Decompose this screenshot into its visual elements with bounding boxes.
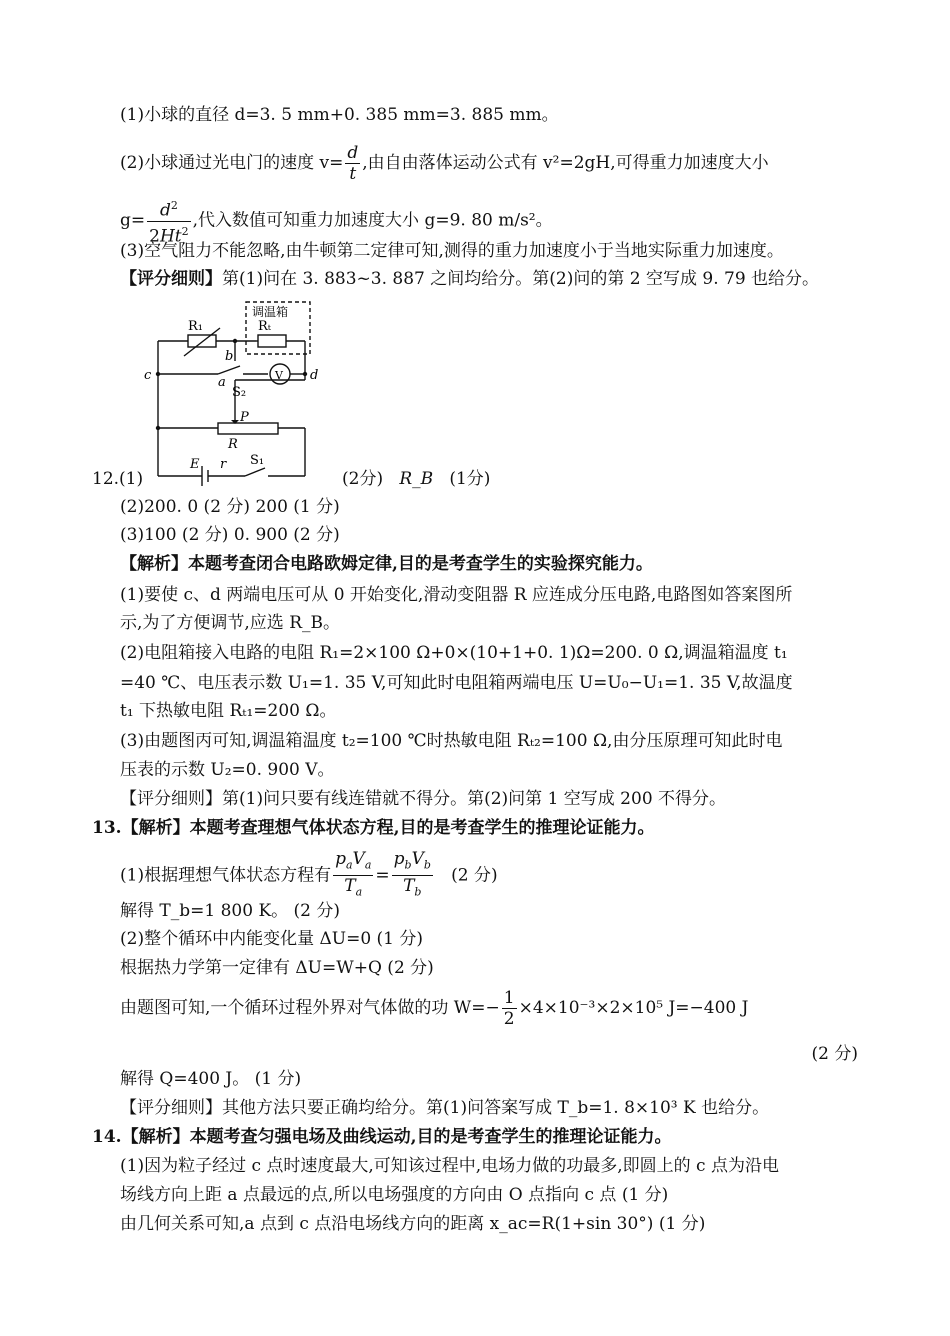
q12-exp-1: (1)要使 c、d 两端电压可从 0 开始变化,滑动变阻器 R 应连成分压电路,电路图如答案图所 xyxy=(120,585,793,605)
q13-line-3: (2)整个循环中内能变化量 ΔU=0 (1 分) xyxy=(120,929,424,949)
thermistor-rt xyxy=(258,335,286,347)
label-c: c xyxy=(144,368,152,383)
label-r1: R₁ xyxy=(188,319,203,334)
q14-line-2: 场线方向上距 a 点最远的点,所以电场强度的方向由 O 点指向 c 点 (1 分) xyxy=(120,1185,669,1205)
q13-line-5b: ×4×10⁻³×2×10⁵ J=−400 J xyxy=(518,998,749,1018)
q11-line-3 xyxy=(120,196,553,246)
switch-s2 xyxy=(218,366,240,374)
switch-s1 xyxy=(245,468,265,476)
q14-line-1: (1)因为粒子经过 c 点时速度最大,可知该过程中,电场力做的功最多,即圆上的 c 点为沿电 xyxy=(120,1156,779,1176)
q12-line-2: (2)200. 0 (2 分) 200 (1 分) xyxy=(120,497,340,517)
fraction-d2-over-2Ht2: $\frac{d^2}{2Ht^2}$ xyxy=(147,196,191,246)
label-box: 调温箱 xyxy=(252,305,289,319)
q12-exp-4: =40 ℃、电压表示数 U₁=1. 35 V,可知此时电阻箱两端电压 U=U₀−U₁=1. 35 V,故温度 xyxy=(120,673,793,693)
q12-line-1-tail xyxy=(342,468,490,490)
label-d: d xyxy=(310,368,319,383)
q12-exp-3: (2)电阻箱接入电路的电阻 R₁=2×100 Ω+0×(10+1+0. 1)Ω=200. 0 Ω,调温箱温度 t₁ xyxy=(120,643,788,663)
q13-line-1a: (1)根据理想气体状态方程有 xyxy=(120,865,332,886)
q13-scoring: 【评分细则】其他方法只要正确均给分。第(1)问答案写成 T_b=1. 8×10³ K 也给分。 xyxy=(120,1098,770,1118)
scoring-tag: 【评分细则】 xyxy=(120,269,222,289)
q13-line-7: 解得 Q=400 J。 (1 分) xyxy=(120,1069,302,1089)
q11-line-2b: ,由自由落体运动公式有 v²=2gH,可得重力加速度大小 xyxy=(362,153,769,173)
label-e: E xyxy=(190,457,200,472)
q12-exp-5: t₁ 下热敏电阻 Rₜ₁=200 Ω。 xyxy=(120,701,337,721)
q12-exp-2: 示,为了方便调节,应选 R_B。 xyxy=(120,613,341,633)
q13-points-5: (2 分) xyxy=(811,1044,858,1064)
resistor-r1 xyxy=(188,335,216,347)
q13-line-5a: 由题图可知,一个循环过程外界对气体做的功 W=− xyxy=(120,998,500,1018)
label-rt: Rₜ xyxy=(258,319,271,334)
fraction-pbvb-over-tb: $\frac{p_bV_b}{T_b}$ xyxy=(393,849,431,899)
label-r: R xyxy=(228,437,238,452)
q12-answer-rb: R_B xyxy=(399,469,434,489)
fraction-d-over-t: $\frac{d}{t}$ xyxy=(347,143,359,184)
q13-line-1: (1)根据理想气体状态方程有 $\frac{p_aV_a}{T_a}$ = $\frac{p_bV_b}{T_b}$ (2 分) xyxy=(120,849,498,903)
q13-points-1: (2 分) xyxy=(451,865,498,886)
q11-line-1: (1)小球的直径 d=3. 5 mm+0. 385 mm=3. 885 mm。 xyxy=(120,105,559,125)
q12-line-3: (3)100 (2 分) 0. 900 (2 分) xyxy=(120,525,340,545)
q11-line-2 xyxy=(120,143,769,184)
q13-line-2: 解得 T_b=1 800 K。 (2 分) xyxy=(120,901,341,921)
q12-points-1: (2分) xyxy=(342,469,384,489)
q13-line-4: 根据热力学第一定律有 ΔU=W+Q (2 分) xyxy=(120,958,434,978)
fraction-pava-over-ta: $\frac{p_aV_a}{T_a}$ xyxy=(335,849,372,899)
q14-line-3: 由几何关系可知,a 点到 c 点沿电场线方向的距离 x_ac=R(1+sin 30°) (1 分) xyxy=(120,1214,706,1234)
label-a: a xyxy=(218,375,226,390)
q12-exp-7: 压表的示数 U₂=0. 900 V。 xyxy=(120,760,335,780)
q11-line-4: (3)空气阻力不能忽略,由牛顿第二定律可知,测得的重力加速度小于当地实际重力加速度。 xyxy=(120,241,784,261)
q11-scoring-text: 第(1)问在 3. 883~3. 887 之间均给分。第(2)问的第 2 空写成 9. 79 也给分。 xyxy=(222,269,820,289)
q12-scoring: 【评分细则】第(1)问只要有线连错就不得分。第(2)问第 1 空写成 200 不得分。 xyxy=(120,789,727,809)
label-v: V xyxy=(275,369,283,382)
q11-scoring xyxy=(120,268,819,290)
label-b: b xyxy=(225,349,234,364)
q12-line-1 xyxy=(92,468,143,490)
label-s2: S₂ xyxy=(232,385,247,400)
q13-line-5 xyxy=(120,988,748,1029)
q12-points-1b: (1分) xyxy=(449,469,491,489)
label-r-small: r xyxy=(220,457,227,472)
circuit-diagram xyxy=(140,296,330,492)
q14-head: 14.【解析】本题考查匀强电场及曲线运动,目的是考查学生的推理论证能力。 xyxy=(92,1127,672,1147)
q12-analysis-head: 【解析】本题考查闭合电路欧姆定律,目的是考查学生的实验探究能力。 xyxy=(120,554,653,574)
label-p: P xyxy=(240,410,249,425)
q11-line-3a: g= xyxy=(120,210,146,231)
label-s1: S₁ xyxy=(250,453,265,468)
q11-line-2a: (2)小球通过光电门的速度 v= xyxy=(120,153,344,173)
q12-number: 12.(1) xyxy=(92,469,144,489)
fraction-one-half: $\frac{1}{2}$ xyxy=(503,988,515,1029)
q13-head: 13.【解析】本题考查理想气体状态方程,目的是考查学生的推理论证能力。 xyxy=(92,818,655,838)
q12-exp-6: (3)由题图丙可知,调温箱温度 t₂=100 ℃时热敏电阻 Rₜ₂=100 Ω,由分压原理可知此时电 xyxy=(120,731,783,751)
q11-line-3b: ,代入数值可知重力加速度大小 g=9. 80 m/s²。 xyxy=(192,210,553,231)
